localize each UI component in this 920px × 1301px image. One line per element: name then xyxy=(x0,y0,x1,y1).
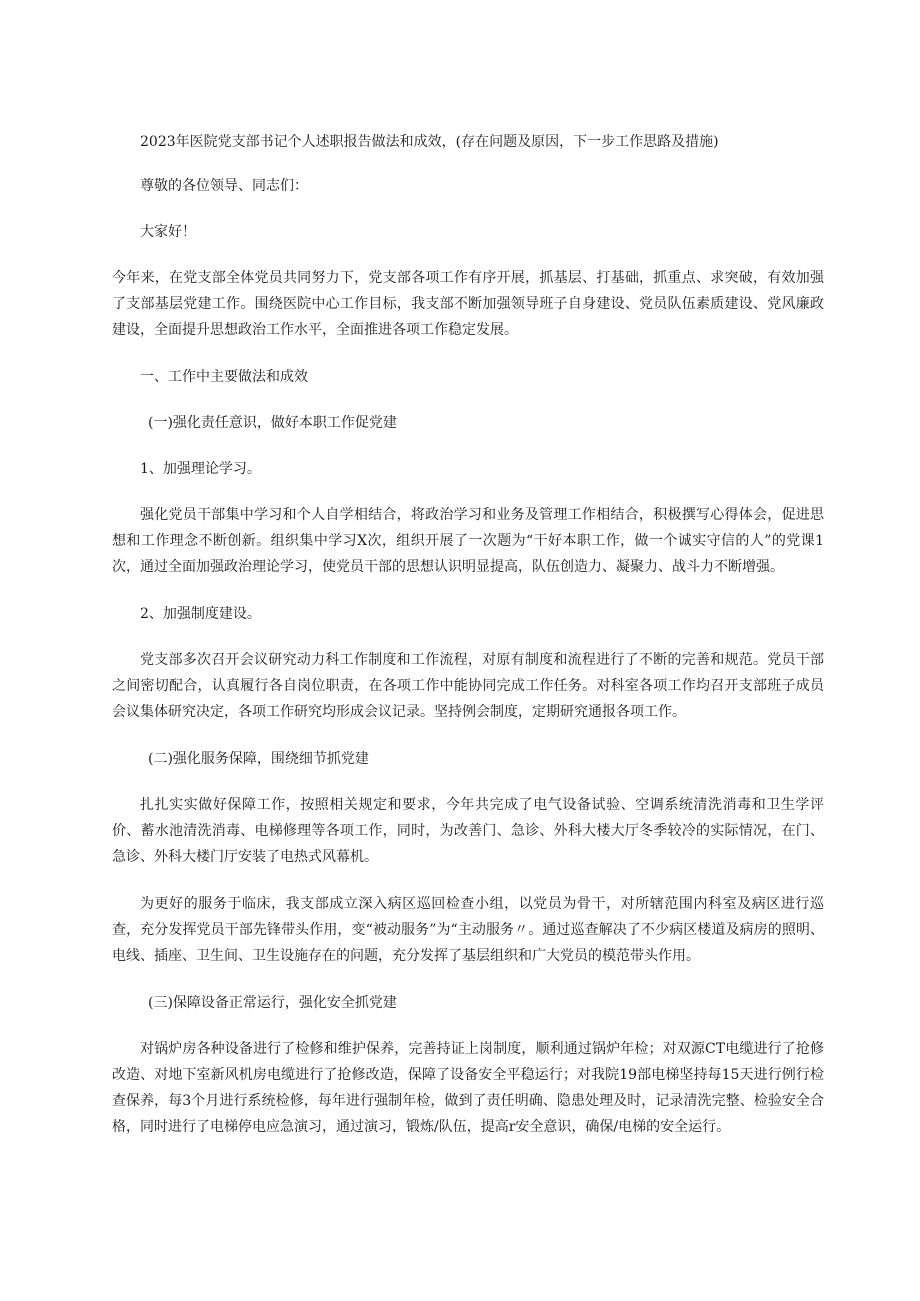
subsection-heading-3: (三)保障设备正常运行，强化安全抓党建 xyxy=(148,995,397,1011)
intro-paragraph: 今年来，在党支部全体党员共同努力下，党支部各项工作有序开展，抓基层、打基础，抓重点、求突破，有效加强了支部基层党建工作。围绕医院中心工作目标，我支部不断加强领导班子自身建设、党员队伍素质建设、党风廉政建设，全面提升思想政治工作水平，全面推进各项工作稳定发展。 xyxy=(112,270,824,338)
item-heading-2: 2、加强制度建设。 xyxy=(140,606,261,622)
item-paragraph-1: 强化党员干部集中学习和个人自学相结合，将政治学习和业务及管理工作相结合，积极撰写心得体会，促进思想和工作理念不断创新。组织集中学习X次，组织开展了一次题为“干好本职工作，做一个诚实守信的人”的党课1次，通过全面加强政治理论学习，使党员干部的思想认识明显提高，队伍创造力、凝聚力、战斗力不断增强。 xyxy=(112,507,824,575)
document-title: 2023年医院党支部书记个人述职报告做法和成效，(存在问题及原因，下一步工作思路及措施) xyxy=(140,134,719,150)
subsection-2-paragraph-1: 扎扎实实做好保障工作，按照相关规定和要求，今年共完成了电气设备试验、空调系统清洗消毒和卫生学评价、蓄水池清洗消毒、电梯修理等各项工作，同时，为改善门、急诊、外科大楼大厅冬季较冷的实际情况，在门、急诊、外科大楼门厅安装了电热式风幕机。 xyxy=(112,797,824,865)
subsection-heading-1: (一)强化责任意识，做好本职工作促党建 xyxy=(148,415,397,431)
item-heading-1: 1、加强理论学习。 xyxy=(140,461,261,477)
subsection-heading-2: (二)强化服务保障，围绕细节抓党建 xyxy=(148,751,369,767)
item-paragraph-2: 党支部多次召开会议研究动力科工作制度和工作流程，对原有制度和流程进行了不断的完善和规范。党员干部之间密切配合，认真履行各自岗位职责，在各项工作中能协同完成工作任务。对科室各项工作均召开支部班子成员会议集体研究决定，各项工作研究均形成会议记录。坚持例会制度，定期研究通报各项工作。 xyxy=(112,652,824,720)
subsection-3-paragraph-1: 对锅炉房各种设备进行了检修和维护保养，完善持证上岗制度，顺利通过锅炉年检；对双源CT电缆进行了抢修改造、对地下室新风机房电缆进行了抢修改造，保障了设备安全平稳运行；对我院19部电梯坚持每15天进行例行检查保养，每3个月进行系统检修，每年进行强制年检，做到了责任明确、隐患处理及时，记录清洗完整、检验安全合格，同时进行了电梯停电应急演习，通过演习，锻炼/队伍，提高r安全意识，确保/电梯的安全运行。 xyxy=(112,1041,824,1135)
salutation: 尊敬的各位领导、同志们： xyxy=(140,178,308,194)
subsection-2-paragraph-2: 为更好的服务于临床，我支部成立深入病区巡回检查小组，以党员为骨干，对所辖范围内科室及病区进行巡查，充分发挥党员干部先锋带头作用，变“被动服务”为“主动服务〃。通过巡查解决了不少病区楼道及病房的照明、电线、插座、卫生间、卫生设施存在的问题，充分发挥了基层组织和广大党员的模范带头作用。 xyxy=(112,896,824,964)
greeting: 大家好！ xyxy=(140,224,196,240)
document-page xyxy=(112,130,824,1161)
section-heading-1: 一、工作中主要做法和成效 xyxy=(140,369,308,385)
